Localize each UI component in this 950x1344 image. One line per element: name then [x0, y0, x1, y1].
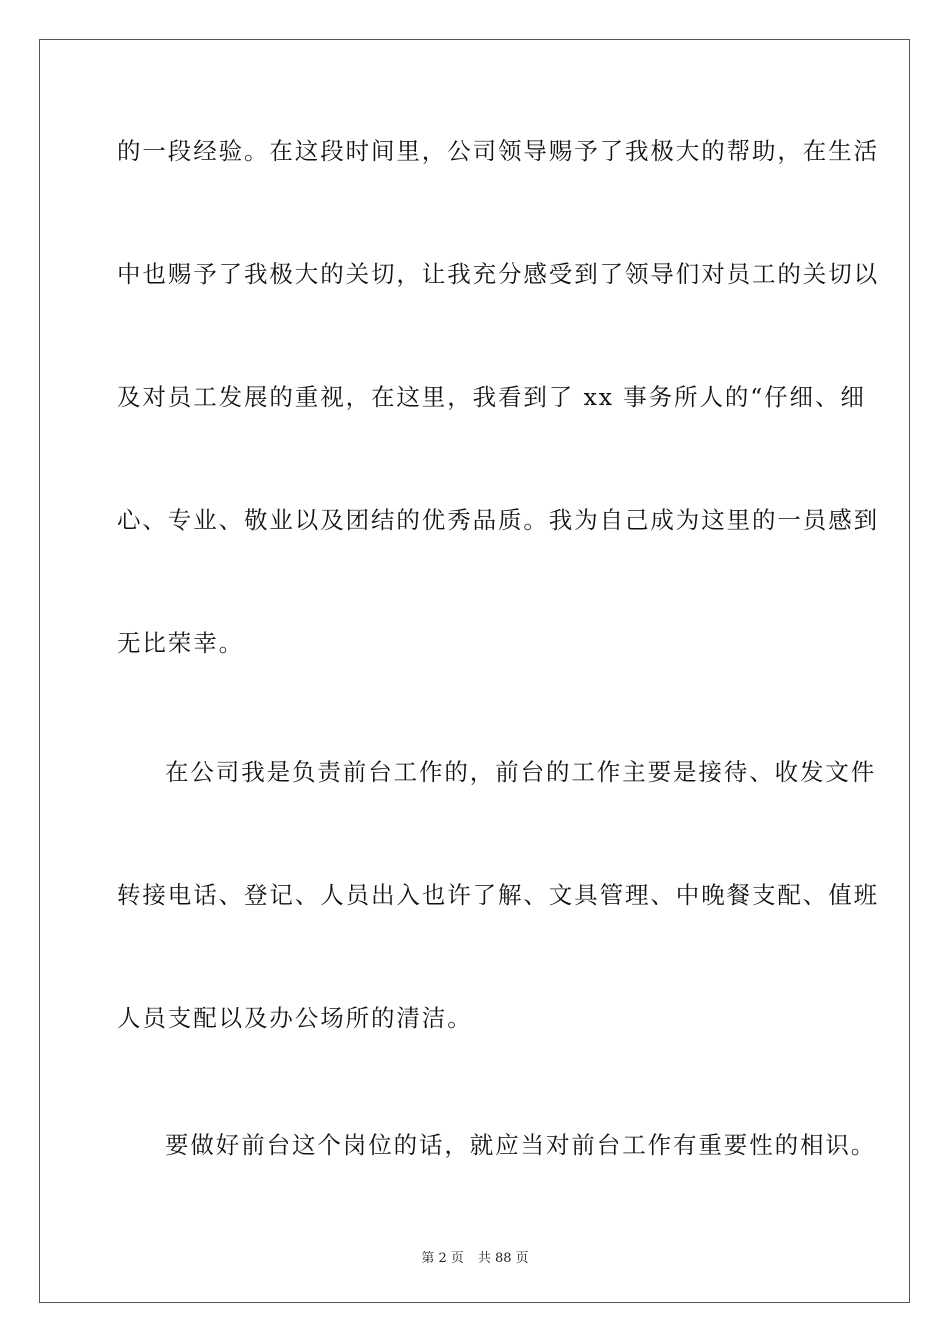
paragraph-first-line: 在公司我是负责前台工作的，前台的工作主要是接待、收发文件 — [165, 758, 877, 786]
body-text-line: 心、专业、敬业以及团结的优秀品质。我为自己成为这里的一员感到 — [117, 506, 879, 534]
body-text-line: 人员支配以及办公场所的清洁。 — [117, 1004, 473, 1032]
body-text-line: 及对员工发展的重视，在这里，我看到了 xx 事务所人的“仔细、细 — [117, 383, 866, 411]
body-text-line: 的一段经验。在这段时间里，公司领导赐予了我极大的帮助，在生活 — [117, 137, 879, 165]
page-frame — [39, 39, 910, 1303]
body-text-line: 转接电话、登记、人员出入也许了解、文具管理、中晚餐支配、值班 — [117, 881, 879, 909]
page-footer — [0, 1250, 950, 1268]
page-number: 第 2 页 — [421, 1251, 464, 1266]
page-total: 共 88 页 — [477, 1251, 529, 1266]
body-text-line: 无比荣幸。 — [117, 629, 244, 657]
body-text-line: 中也赐予了我极大的关切，让我充分感受到了领导们对员工的关切以 — [117, 260, 879, 288]
paragraph-first-line: 要做好前台这个岗位的话，就应当对前台工作有重要性的相识。 — [165, 1131, 877, 1159]
